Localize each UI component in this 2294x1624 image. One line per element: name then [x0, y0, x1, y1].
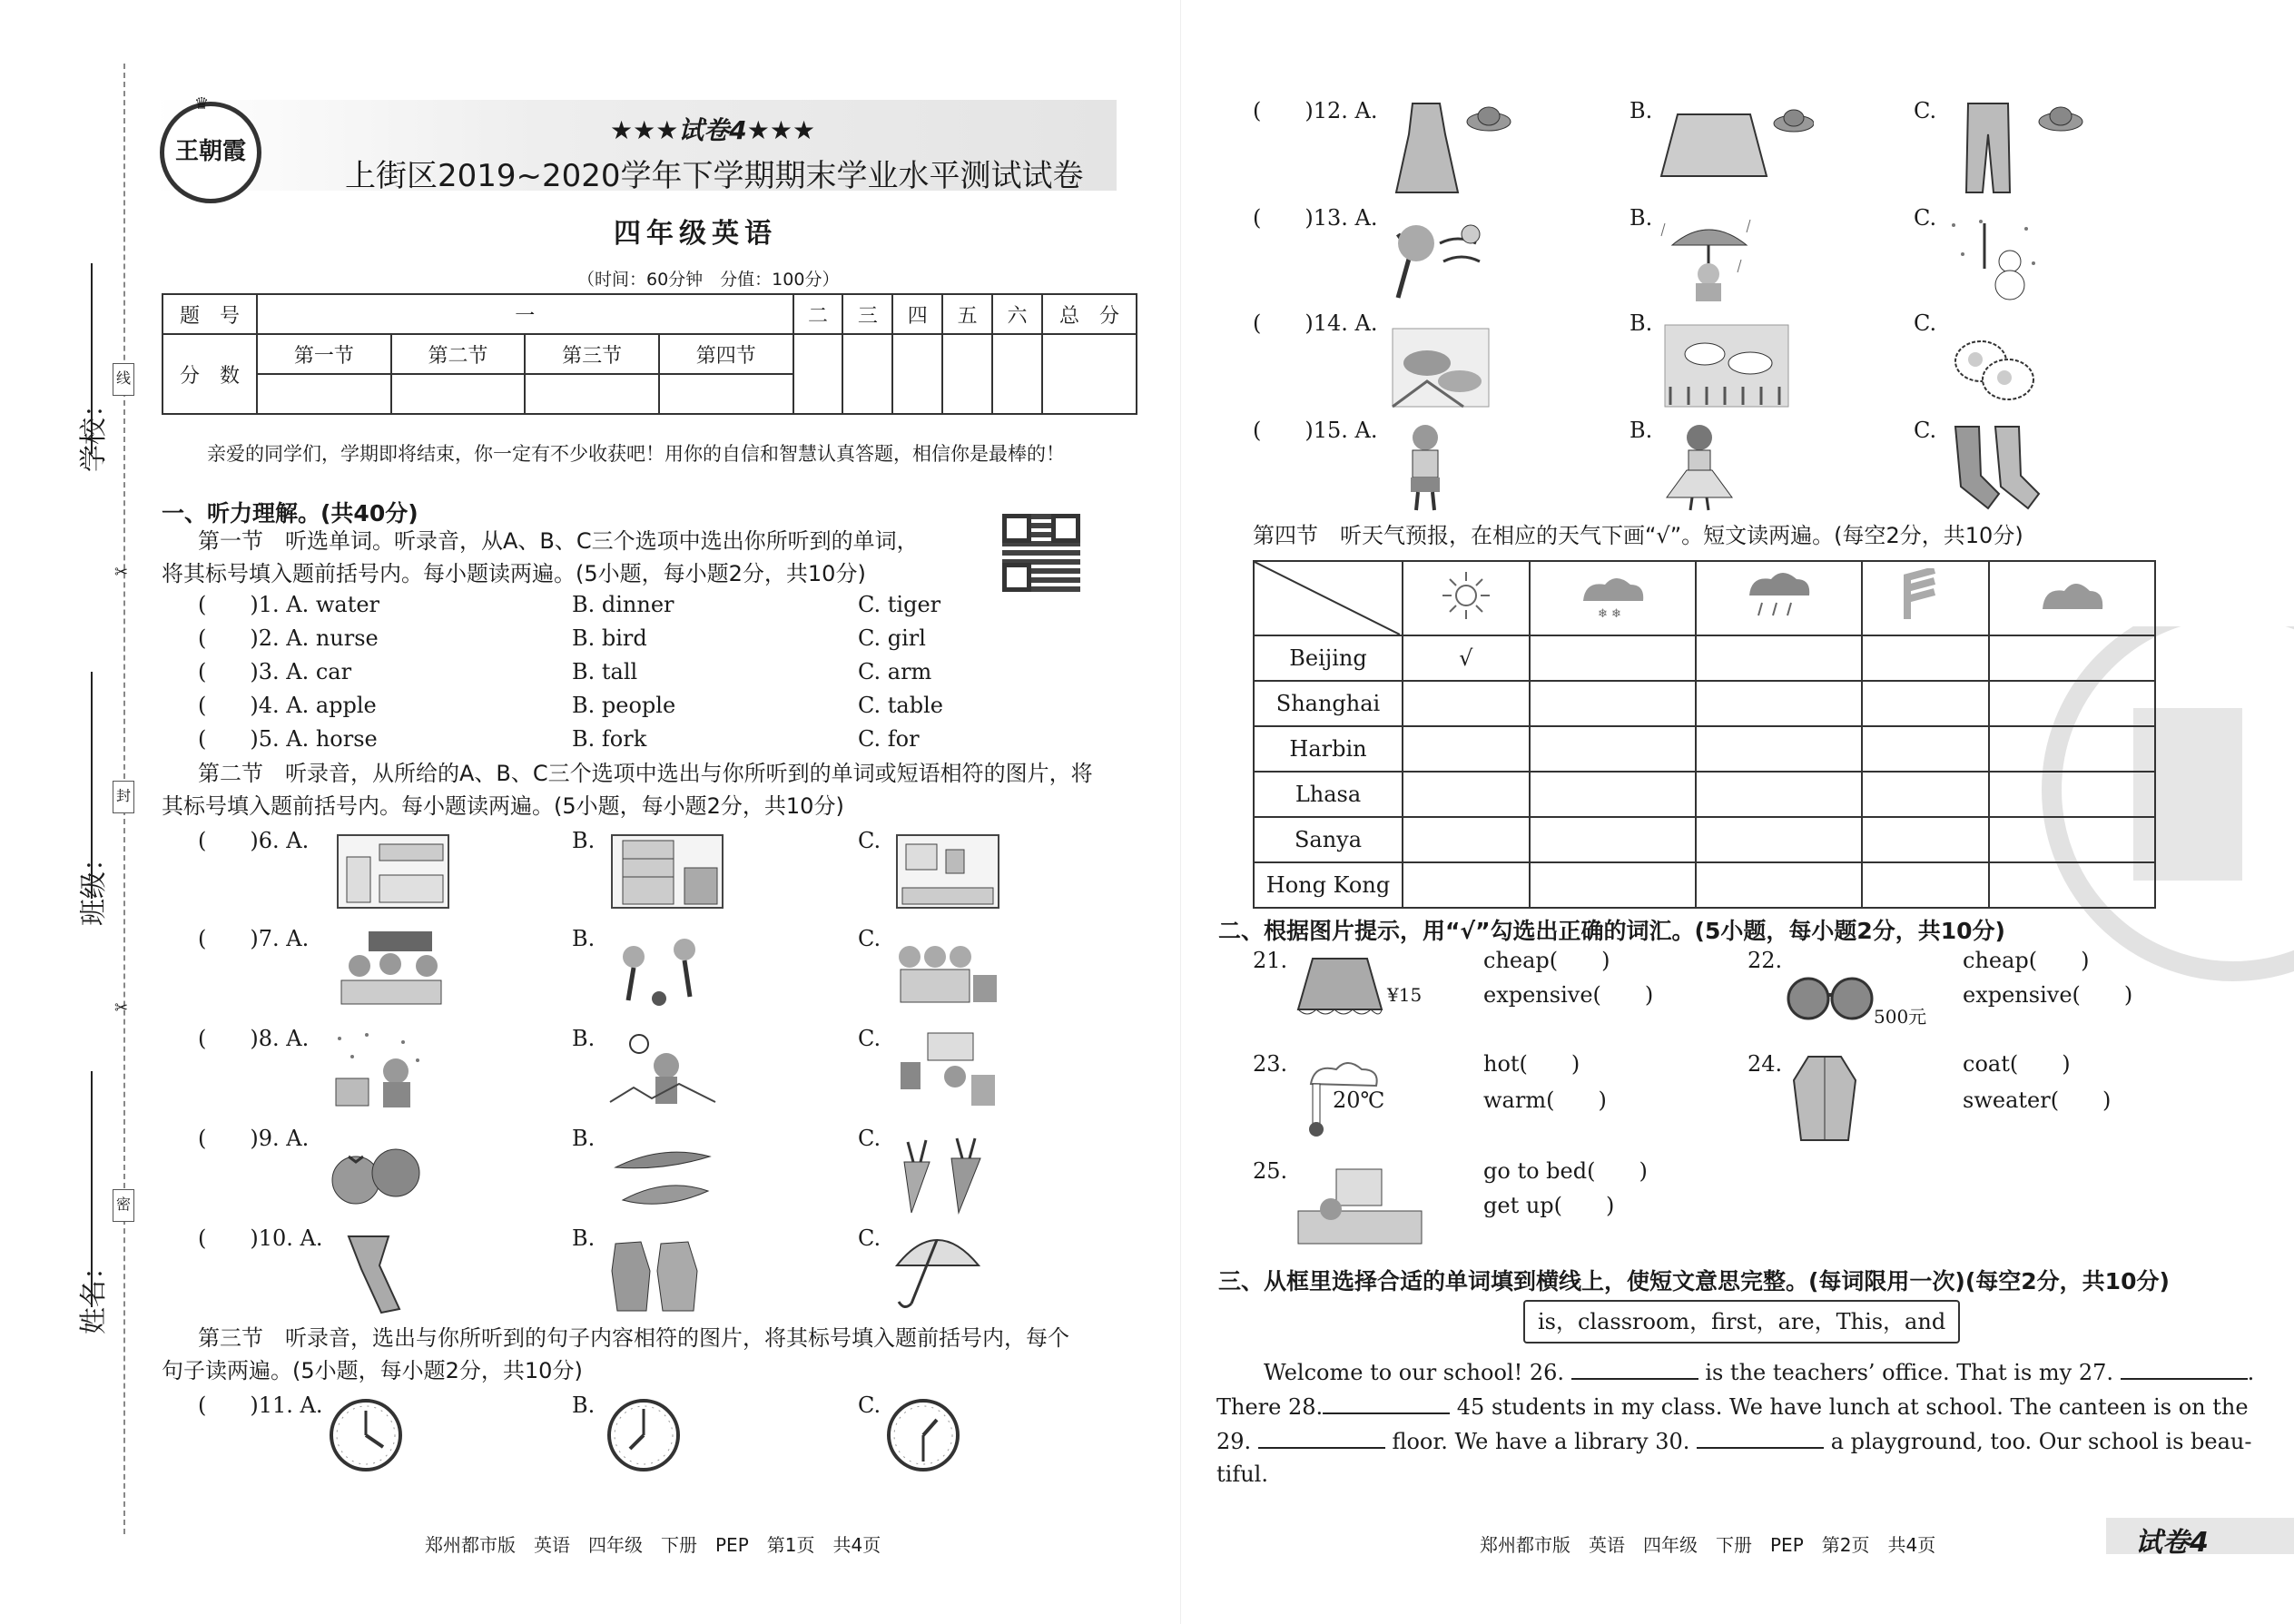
crown-icon: ♛: [194, 94, 210, 113]
q21-price: ¥15: [1387, 984, 1423, 1006]
section2-instr: 其标号填入题前括号内。每小题读两遍。(5小题，每小题2分，共10分): [162, 793, 844, 819]
weather-cell[interactable]: [1530, 772, 1696, 817]
footer-left: 郑州都市版 英语 四年级 下册 PEP 第1页 共4页: [425, 1534, 881, 1556]
right-page: [1180, 0, 2294, 1624]
q22-number: 22.: [1748, 948, 1783, 973]
cows-picture: [1663, 323, 1790, 408]
logo: 王朝霞: [160, 102, 261, 203]
sheep-picture: [1948, 323, 2039, 408]
word-box: is，classroom，first，are，This，and: [1523, 1300, 1960, 1343]
weather-cell[interactable]: [1696, 817, 1862, 862]
question-4: ( )4. A. apple: [198, 693, 377, 718]
option-b: B.: [1629, 98, 1653, 123]
painting-picture: [891, 1029, 999, 1111]
rain-cloud-icon: [1742, 568, 1815, 623]
city-name: Beijing: [1254, 635, 1403, 681]
question-5: ( )5. A. horse: [198, 726, 378, 752]
weather-table: [1253, 560, 2156, 909]
school-label: 学校：: [78, 390, 110, 472]
score-header: 六: [992, 294, 1042, 334]
greeting: 亲爱的同学们，学期即将结束，你一定有不少收获吧！用你的自信和智慧认真答题，相信你是最棒的！: [207, 443, 1065, 465]
weather-cell[interactable]: [1696, 772, 1862, 817]
weather-row: [1254, 817, 2155, 862]
weather-cell[interactable]: [1862, 681, 1989, 726]
question-8: ( )8. A.: [198, 1026, 310, 1051]
weather-cell[interactable]: [1403, 772, 1530, 817]
option-b: B.: [1629, 418, 1653, 443]
score-cell[interactable]: [793, 334, 843, 414]
weather-cell[interactable]: [1403, 681, 1530, 726]
snowman-picture: [1944, 214, 2043, 303]
rainy-picture: [1659, 214, 1759, 303]
weather-cell[interactable]: [1862, 635, 1989, 681]
q21-option-a[interactable]: cheap( ): [1483, 948, 1610, 973]
weather-cell[interactable]: [1989, 817, 2155, 862]
q23-option-b[interactable]: warm( ): [1483, 1088, 1607, 1113]
windy-picture: [1389, 216, 1498, 303]
weather-corner: [1254, 561, 1403, 635]
gloves-picture: [605, 1235, 704, 1316]
passage-text: floor. We have a library 30.: [1392, 1429, 1690, 1454]
question-14: ( )14. A.: [1253, 310, 1378, 336]
score-header: 一: [257, 294, 793, 334]
option-c[interactable]: C. girl: [858, 625, 926, 651]
weather-cell[interactable]: [1530, 862, 1696, 908]
green-beans-picture: [608, 1140, 717, 1216]
score-sub: 第二节: [391, 334, 526, 374]
footer-right: 郑州都市版 英语 四年级 下册 PEP 第2页 共4页: [1480, 1534, 1936, 1556]
option-c: C.: [1914, 418, 1937, 443]
q24-number: 24.: [1748, 1051, 1783, 1077]
sleeping-boy-icon: [1295, 1166, 1427, 1247]
option-b: B.: [1629, 310, 1653, 336]
q21-number: 21.: [1253, 948, 1288, 973]
option-b: B.: [572, 1026, 596, 1051]
option-b[interactable]: B. tall: [572, 659, 638, 684]
score-header: 三: [842, 294, 892, 334]
weather-cell[interactable]: [1403, 726, 1530, 772]
question-3: ( )3. A. car: [198, 659, 352, 684]
option-c: C.: [858, 828, 881, 853]
question-12: ( )12. A.: [1253, 98, 1378, 123]
bathroom-picture: [893, 832, 1002, 911]
weather-cell[interactable]: [1862, 817, 1989, 862]
score-cell[interactable]: [257, 374, 391, 414]
q22-option-b[interactable]: expensive( ): [1963, 982, 2133, 1008]
weather-cell[interactable]: [1530, 681, 1696, 726]
blank-27[interactable]: [2121, 1360, 2248, 1380]
snow-cloud-icon: [1576, 570, 1649, 621]
section1-instr: 将其标号填入题前括号内。每小题读两遍。(5小题，每小题2分，共10分): [162, 561, 866, 586]
exam-meta: （时间：60分钟 分值：100分）: [577, 270, 840, 290]
weather-row: [1254, 772, 2155, 817]
blank-30[interactable]: [1697, 1429, 1824, 1449]
option-b: B.: [572, 1225, 596, 1251]
study-picture: [608, 832, 726, 911]
score-cell[interactable]: [842, 334, 892, 414]
kitchen-picture: [334, 832, 452, 911]
score-cell[interactable]: [391, 374, 526, 414]
passage-line-4: tiful.: [1216, 1462, 1268, 1487]
clock-a-icon: [327, 1396, 405, 1474]
passage-line-2: [1216, 1394, 2249, 1418]
score-label: 分 数: [162, 334, 257, 414]
girl-skirt-picture: [1659, 421, 1739, 512]
q24-option-a[interactable]: coat( ): [1963, 1051, 2071, 1077]
question-7: ( )7. A.: [198, 926, 310, 951]
option-c: C.: [858, 1393, 881, 1418]
option-b[interactable]: B. bird: [572, 625, 647, 651]
q25-number: 25.: [1253, 1158, 1288, 1184]
weather-row: [1254, 862, 2155, 908]
blank-28[interactable]: [1323, 1394, 1450, 1414]
score-cell[interactable]: [942, 334, 992, 414]
weather-cell[interactable]: [1696, 635, 1862, 681]
weather-cell[interactable]: [1989, 772, 2155, 817]
cloud-icon: [2035, 573, 2108, 618]
part1-title: 一、听力理解。(共40分): [162, 500, 418, 527]
question-6: ( )6. A.: [198, 828, 310, 853]
option-c[interactable]: C. arm: [858, 659, 932, 684]
option-c: C.: [858, 1126, 881, 1151]
score-cell[interactable]: [992, 334, 1042, 414]
scarf-picture: [334, 1229, 416, 1316]
option-b: B.: [572, 926, 596, 951]
subject-title: 四年级英语: [614, 218, 777, 250]
weather-row: [1254, 635, 2155, 681]
blank-26[interactable]: [1571, 1360, 1698, 1380]
qr-code[interactable]: [1002, 514, 1080, 592]
score-cell[interactable]: [525, 374, 659, 414]
weather-cell[interactable]: [1989, 726, 2155, 772]
part2-title: 二、根据图片提示，用“√”勾选出正确的词汇。(5小题，每小题2分，共10分): [1218, 918, 2005, 944]
score-sub: 第三节: [525, 334, 659, 374]
option-c: C.: [858, 1026, 881, 1051]
weather-cell[interactable]: [1696, 726, 1862, 772]
q23-temp: 20℃: [1333, 1088, 1385, 1113]
wind-icon: [1898, 568, 1953, 623]
socks-picture: [1943, 421, 2043, 512]
weather-cell[interactable]: [1862, 862, 1989, 908]
question-10: ( )10. A.: [198, 1225, 323, 1251]
score-header: 总 分: [1042, 294, 1137, 334]
passage-text: 29.: [1216, 1429, 1252, 1454]
part3-title: 三、从框里选择合适的单词填到横线上，使短文意思完整。(每词限用一次)(每空2分，共10分): [1218, 1268, 2170, 1294]
sun-icon: [1439, 568, 1493, 623]
option-c[interactable]: C. for: [858, 726, 920, 752]
sunny-picture: [606, 1029, 719, 1111]
clock-c-icon: [884, 1396, 962, 1474]
windy-col: [1862, 561, 1989, 635]
scissors-icon: ✂: [114, 999, 129, 1018]
passage-line-3: [1216, 1429, 2251, 1452]
binding-tag-3: 密: [113, 1189, 134, 1222]
scissors-icon: ✂: [114, 563, 129, 582]
q21-option-b[interactable]: expensive( ): [1483, 982, 1654, 1008]
question-11: ( )11. A.: [198, 1393, 323, 1418]
option-c: C.: [858, 1225, 881, 1251]
class-label: 班级：: [78, 844, 110, 926]
q22-option-a[interactable]: cheap( ): [1963, 948, 2090, 973]
clock-b-icon: [605, 1396, 683, 1474]
question-1: ( )1. A. water: [198, 592, 380, 617]
passage-text: a playground, too. Our school is beau-: [1830, 1429, 2252, 1454]
section3-instr: 句子读两遍。(5小题，每小题2分，共10分): [162, 1358, 583, 1383]
weather-cell[interactable]: [1530, 726, 1696, 772]
dress-hat-picture: [1394, 98, 1512, 198]
option-b[interactable]: B. fork: [572, 726, 647, 752]
city-name: Harbin: [1254, 726, 1403, 772]
horses-picture: [1391, 327, 1491, 408]
weather-row: [1254, 726, 2155, 772]
score-header: 四: [892, 294, 942, 334]
passage-text: is the teachers’ office. That is my 27.: [1705, 1360, 2114, 1385]
weather-cell[interactable]: [1696, 681, 1862, 726]
exam-badge: ★★★试卷4★★★: [610, 115, 816, 145]
score-sub: 第一节: [257, 334, 391, 374]
q23-number: 23.: [1253, 1051, 1288, 1077]
svg-text:❄ ❄: ❄ ❄: [1598, 607, 1622, 621]
weather-cell[interactable]: √: [1403, 635, 1530, 681]
passage-text: There 28.: [1216, 1394, 1324, 1420]
q24-option-b[interactable]: sweater( ): [1963, 1088, 2112, 1113]
snowy-col: [1530, 561, 1696, 635]
question-2: ( )2. A. nurse: [198, 625, 379, 651]
question-9: ( )9. A.: [198, 1126, 310, 1151]
binding-tag-1: 线: [113, 363, 134, 396]
weather-cell[interactable]: [1530, 817, 1696, 862]
weather-cell[interactable]: [1862, 772, 1989, 817]
weather-cell[interactable]: [1862, 726, 1989, 772]
score-sub: 第四节: [659, 334, 793, 374]
city-name: Sanya: [1254, 817, 1403, 862]
weather-cell[interactable]: [1530, 635, 1696, 681]
coat-icon: [1788, 1053, 1861, 1144]
skirt-icon: [1295, 955, 1385, 1019]
question-13: ( )13. A.: [1253, 205, 1378, 231]
snowy-picture: [330, 1029, 430, 1111]
option-b[interactable]: B. people: [572, 693, 676, 718]
sunny-col: [1403, 561, 1530, 635]
option-c[interactable]: C. tiger: [858, 592, 941, 617]
binding-tag-2: 封: [113, 781, 134, 813]
question-15: ( )15. A.: [1253, 418, 1378, 443]
school-field[interactable]: [91, 263, 93, 454]
score-cell[interactable]: [892, 334, 942, 414]
blank-29[interactable]: [1258, 1429, 1385, 1449]
passage-text: 45 students in my class. We have lunch at school. The canteen is on the: [1456, 1394, 2249, 1420]
exam-title: 上街区2019~2020学年下学期期末学业水平测试试卷: [345, 158, 1084, 194]
score-cell[interactable]: [1042, 334, 1137, 414]
weather-cell[interactable]: [1403, 817, 1530, 862]
section3-instr: 第三节 听录音，选出与你所听到的句子内容相符的图片，将其标号填入题前括号内，每个: [198, 1325, 1069, 1351]
q25-option-b[interactable]: get up( ): [1483, 1193, 1615, 1218]
option-b[interactable]: B. dinner: [572, 592, 674, 617]
umbrella-picture: [891, 1227, 982, 1314]
weather-row: [1254, 681, 2155, 726]
option-b: B.: [572, 1126, 596, 1151]
weather-cell[interactable]: [1403, 862, 1530, 908]
sunglasses-icon: [1785, 971, 1876, 1022]
weather-cell[interactable]: [1989, 862, 2155, 908]
passage-line-1: Welcome to our school! 26. is the teachers’ office. That is my 27. .: [1264, 1360, 2255, 1385]
score-cell[interactable]: [659, 374, 793, 414]
option-b: B.: [572, 828, 596, 853]
score-header: 五: [942, 294, 992, 334]
boy-shorts-picture: [1394, 421, 1458, 512]
city-name: Lhasa: [1254, 772, 1403, 817]
passage-text: Welcome to our school! 26.: [1264, 1360, 1565, 1385]
playing-football-picture: [606, 930, 714, 1009]
classroom-kids-picture: [332, 930, 448, 1009]
carrot-picture: [893, 1135, 993, 1216]
option-c: C.: [1914, 310, 1937, 336]
score-table: [162, 293, 1137, 415]
city-name: Shanghai: [1254, 681, 1403, 726]
option-c[interactable]: C. table: [858, 693, 943, 718]
page-fold: [1180, 0, 1181, 1624]
pants-hat-picture: [1952, 98, 2106, 198]
section2-instr: 第二节 听录音，从所给的A、B、C三个选项中选出与你所听到的单词或短语相符的图片，将: [198, 761, 1093, 786]
tomato-picture: [327, 1140, 427, 1213]
weather-cell[interactable]: [1989, 681, 2155, 726]
q22-price: 500元: [1874, 1006, 1927, 1028]
section1-instr: 第一节 听选单词。听录音，从A、B、C三个选项中选出你所听到的单词，: [198, 528, 919, 554]
corner-label: 试卷4: [2135, 1527, 2209, 1559]
weather-cell[interactable]: [1989, 635, 2155, 681]
section4-instr: 第四节 听天气预报，在相应的天气下画“√”。短文读两遍。(每空2分，共10分): [1253, 523, 2023, 548]
option-c: C.: [1914, 205, 1937, 231]
class-field[interactable]: [91, 672, 93, 899]
option-b: B.: [1629, 205, 1653, 231]
skirt-hat-picture: [1659, 100, 1814, 182]
cloudy-col: [1989, 561, 2155, 635]
score-header: 题 号: [162, 294, 257, 334]
weather-cell[interactable]: [1696, 862, 1862, 908]
option-b: B.: [572, 1393, 596, 1418]
q25-option-a[interactable]: go to bed( ): [1483, 1158, 1648, 1184]
option-c: C.: [858, 926, 881, 951]
option-c: C.: [1914, 98, 1937, 123]
cleaning-picture: [890, 930, 999, 1009]
city-name: Hong Kong: [1254, 862, 1403, 908]
name-label: 姓名：: [78, 1253, 110, 1334]
rainy-col: [1696, 561, 1862, 635]
score-header: 二: [793, 294, 843, 334]
q23-option-a[interactable]: hot( ): [1483, 1051, 1580, 1077]
name-field[interactable]: [91, 1071, 93, 1307]
